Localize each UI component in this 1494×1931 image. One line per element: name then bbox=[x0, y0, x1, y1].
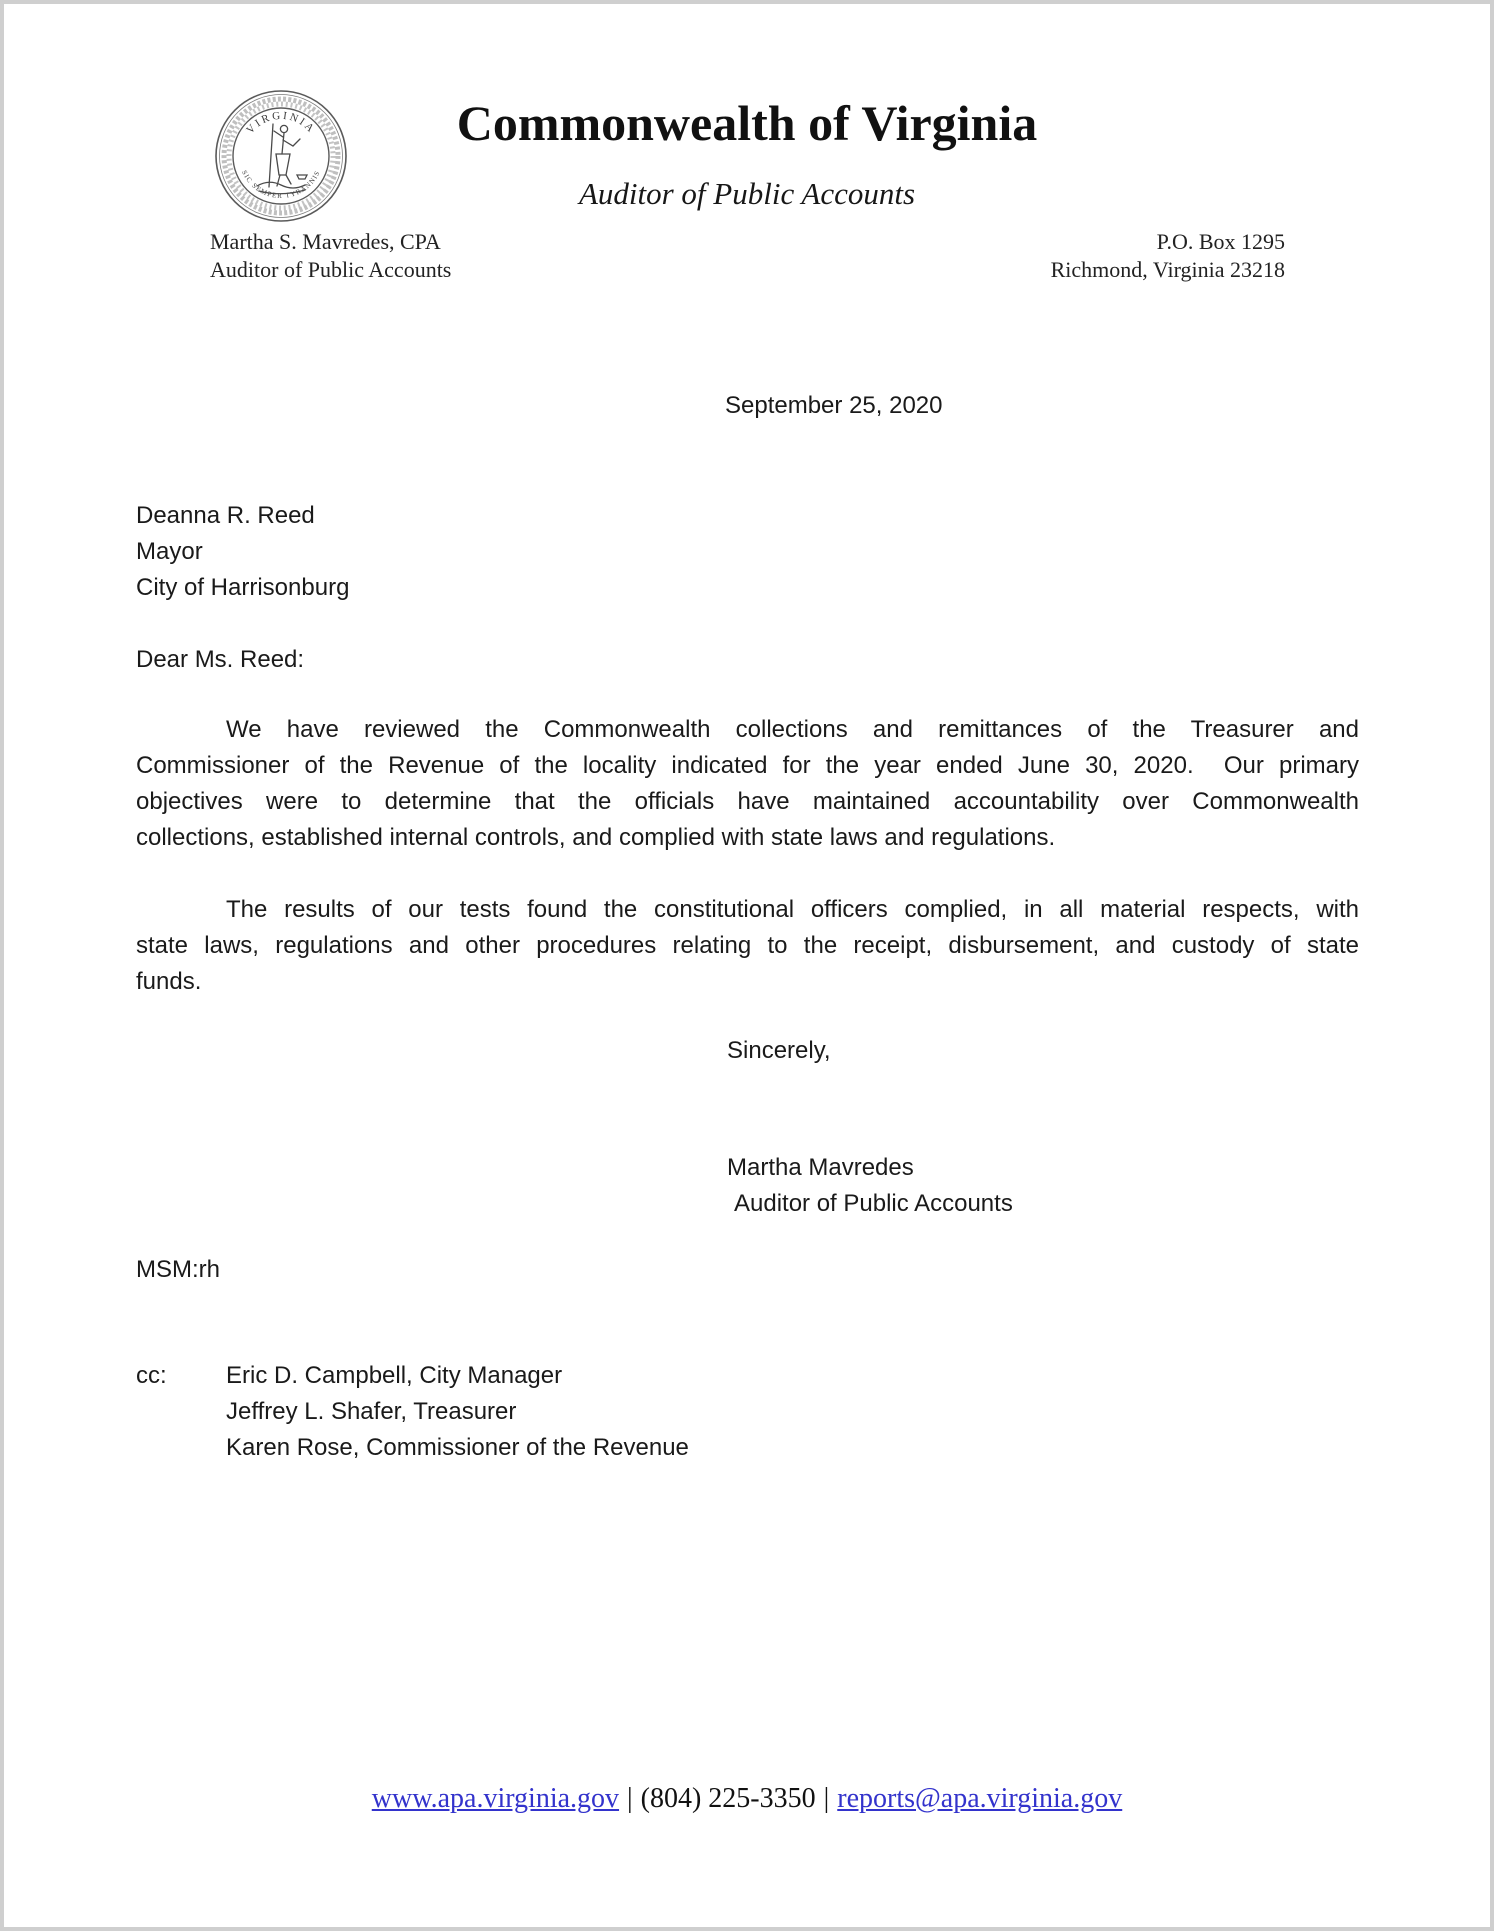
letter-date: September 25, 2020 bbox=[725, 392, 943, 419]
website-link[interactable]: www.apa.virginia.gov bbox=[371, 1783, 620, 1814]
paragraph-gap bbox=[136, 856, 1359, 892]
body-line: Commissioner of the Revenue of the locality indicated for the year ended June 30, 2020. Our primary bbox=[136, 752, 1359, 779]
valediction: Sincerely, bbox=[727, 1037, 831, 1064]
signature-block bbox=[727, 1150, 1013, 1222]
phone-number: (804) 225-3350 bbox=[640, 1783, 816, 1814]
footer-separator: | bbox=[823, 1783, 830, 1814]
paragraph-1 bbox=[136, 712, 1359, 856]
seal-bottom-text: SIC SEMPER TYRANNIS bbox=[240, 169, 322, 201]
recipient-block bbox=[136, 498, 349, 606]
city-state-zip: Richmond, Virginia 23218 bbox=[1050, 257, 1285, 282]
footer-separator: | bbox=[627, 1783, 633, 1814]
official-title: Auditor of Public Accounts bbox=[210, 257, 452, 282]
paragraph-2 bbox=[136, 892, 1359, 1000]
cc-block bbox=[136, 1358, 689, 1466]
official-name: Martha S. Mavredes, CPA bbox=[210, 229, 441, 254]
footer-contact-line bbox=[0, 1782, 1494, 1816]
org-subtitle: Auditor of Public Accounts bbox=[578, 176, 916, 211]
body-line: funds. bbox=[136, 968, 202, 995]
cc-name: Eric D. Campbell, City Manager bbox=[226, 1362, 563, 1389]
recipient-title: Mayor bbox=[136, 538, 203, 565]
official-block bbox=[210, 228, 451, 284]
salutation: Dear Ms. Reed: bbox=[136, 646, 305, 673]
body-line: state laws, regulations and other procedures relating to the receipt, disbursement, and custody of state bbox=[136, 932, 1359, 959]
cc-names bbox=[226, 1358, 689, 1466]
cc-label: cc: bbox=[136, 1362, 167, 1389]
cc-name: Jeffrey L. Shafer, Treasurer bbox=[226, 1398, 517, 1425]
signer-name: Martha Mavredes bbox=[727, 1154, 914, 1181]
po-box: P.O. Box 1295 bbox=[1156, 229, 1285, 254]
recipient-name: Deanna R. Reed bbox=[136, 502, 315, 529]
body-line: objectives were to determine that the officials have maintained accountability over Commonwealth bbox=[136, 788, 1359, 815]
recipient-locality: City of Harrisonburg bbox=[136, 574, 350, 601]
seal-top-text: VIRGINIA bbox=[244, 109, 318, 137]
cc-name: Karen Rose, Commissioner of the Revenue bbox=[226, 1434, 689, 1461]
letter-body bbox=[136, 712, 1359, 1000]
email-link[interactable]: reports@apa.virginia.gov bbox=[837, 1783, 1123, 1814]
signer-title: Auditor of Public Accounts bbox=[734, 1190, 1013, 1217]
body-line: We have reviewed the Commonwealth collections and remittances of the Treasurer and bbox=[226, 716, 1359, 743]
body-line: The results of our tests found the constitutional officers complied, in all material respects, with bbox=[226, 896, 1359, 923]
reference-initials: MSM:rh bbox=[136, 1256, 220, 1283]
office-address-block bbox=[1051, 228, 1285, 284]
org-title: Commonwealth of Virginia bbox=[456, 95, 1038, 151]
body-line: collections, established internal controls, and complied with state laws and regulations. bbox=[136, 824, 1056, 851]
